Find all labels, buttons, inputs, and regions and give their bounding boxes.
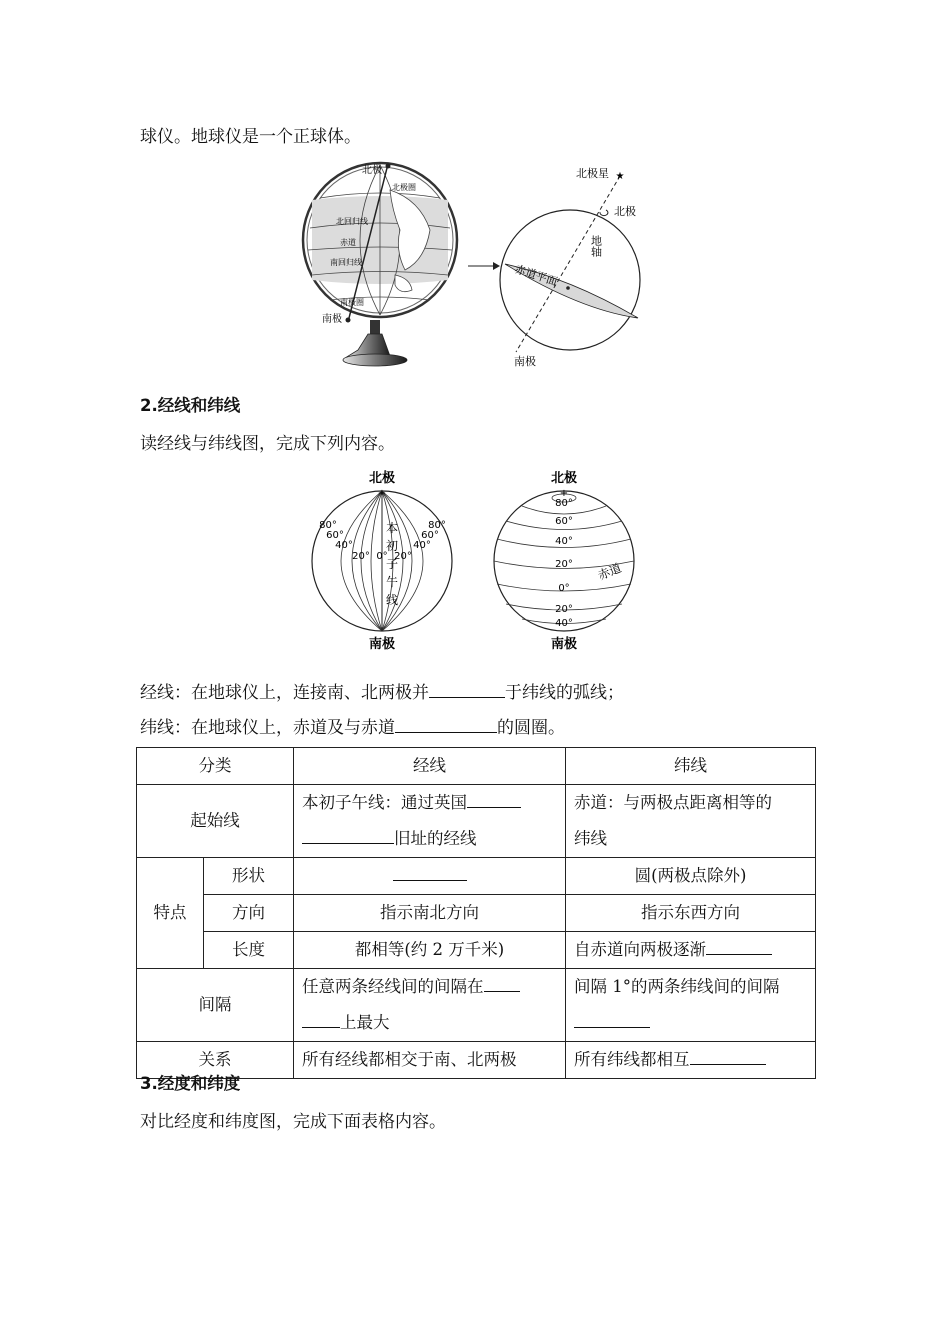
parallel-definition-text: 纬线：在地球仪上，赤道及与赤道 xyxy=(140,718,395,738)
sphere-label-south-pole: 南极 xyxy=(514,355,536,368)
meridian-north-label: 北极 xyxy=(368,471,396,486)
cell-meridian-start xyxy=(294,785,566,858)
globe-label-arctic-circle: 北极圈 xyxy=(392,183,416,192)
arrow-icon xyxy=(468,262,500,270)
meridian-degree-label: 40° xyxy=(413,540,431,551)
parallel-south-label: 南极 xyxy=(550,637,578,652)
section2-heading: 2.经线和纬线 xyxy=(140,396,241,415)
prime-meridian-char: 初 xyxy=(385,539,399,553)
answer-blank[interactable] xyxy=(302,1009,340,1028)
meridian-degree-label: 80° xyxy=(428,520,446,531)
meridian-degree-label: 60° xyxy=(326,530,344,541)
sphere-label-north-pole: 北极 xyxy=(614,205,636,218)
cell-text: 上最大 xyxy=(340,1013,390,1032)
pole-plus-icon: + xyxy=(559,488,569,499)
parallel-degree-label: 40° xyxy=(555,536,573,547)
globe-label-north-pole: 北极 xyxy=(362,165,382,176)
comparison-table xyxy=(136,747,816,1079)
meridian-degree-label: 20° xyxy=(394,551,412,562)
meridian-degree-label: 80° xyxy=(319,520,337,531)
cell-text: 任意两条经线间的间隔在 xyxy=(302,977,484,996)
meridian-parallel-figure xyxy=(300,466,650,656)
prime-meridian-char: 线 xyxy=(385,593,399,607)
parallel-definition xyxy=(140,714,565,739)
cell-parallel-interval xyxy=(566,969,816,1042)
cell-text: 旧址的经线 xyxy=(394,829,477,848)
table-row xyxy=(137,895,816,932)
meridian-definition xyxy=(140,679,624,704)
cell-text: 赤道：与两极点距离相等的 xyxy=(574,793,772,812)
meridian-degree-label: 60° xyxy=(421,530,439,541)
table-row xyxy=(137,785,816,858)
parallel-globe xyxy=(494,470,634,652)
sphere-label-equator-plane: 赤道平面 xyxy=(513,262,559,289)
cell-meridian-relation: 所有经线都相交于南、北两极 xyxy=(294,1042,566,1079)
section2-instruction: 读经线与纬线图，完成下列内容。 xyxy=(140,434,395,454)
globe-figure xyxy=(300,160,650,370)
header-cell-category: 分类 xyxy=(137,748,294,785)
meridian-definition-text: 经线：在地球仪上，连接南、北两极并 xyxy=(140,683,429,703)
meridian-degree-label: 0° xyxy=(376,551,388,562)
parallel-equator-label: 赤道 xyxy=(595,560,624,583)
meridian-degree-label: 40° xyxy=(335,540,353,551)
answer-blank[interactable] xyxy=(706,936,772,955)
answer-blank[interactable] xyxy=(429,679,505,698)
answer-blank[interactable] xyxy=(302,825,394,844)
parallel-degree-label: 20° xyxy=(555,559,573,570)
cell-text: 间隔 1°的两条纬线间的间隔 xyxy=(574,977,780,996)
header-cell-parallel: 纬线 xyxy=(566,748,816,785)
prime-meridian-char: 子 xyxy=(385,557,399,571)
sphere-diagram xyxy=(500,166,640,368)
table-row xyxy=(137,748,816,785)
intro-line: 球仪。地球仪是一个正球体。 xyxy=(140,127,361,147)
cell-parallel-length xyxy=(566,932,816,969)
row-label-relation: 关系 xyxy=(137,1042,294,1079)
sphere-label-axis: 地轴 xyxy=(589,235,603,257)
parallel-degree-label: 0° xyxy=(558,583,570,594)
parallel-degree-label: 80° xyxy=(555,498,573,509)
globe-label-tropic-capricorn: 南回归线 xyxy=(330,258,362,267)
row-sublabel-length: 长度 xyxy=(204,932,294,969)
cell-meridian-interval xyxy=(294,969,566,1042)
cell-parallel-relation xyxy=(566,1042,816,1079)
globe-label-antarctic-circle: 南极圈 xyxy=(340,298,364,307)
row-sublabel-shape: 形状 xyxy=(204,858,294,895)
cell-meridian-shape xyxy=(294,858,566,895)
table-row xyxy=(137,932,816,969)
globe-label-tropic-cancer: 北回归线 xyxy=(336,217,368,226)
cell-text: 自赤道向两极逐渐 xyxy=(574,940,706,959)
star-icon: ★ xyxy=(615,171,625,182)
globe-label-south-pole: 南极 xyxy=(322,314,342,325)
cell-parallel-shape: 圆(两极点除外) xyxy=(566,858,816,895)
table-row xyxy=(137,969,816,1042)
parallel-degree-label: 20° xyxy=(555,604,573,615)
section3-instruction: 对比经度和纬度图，完成下面表格内容。 xyxy=(140,1112,446,1132)
answer-blank[interactable] xyxy=(395,714,497,733)
row-label-interval: 间隔 xyxy=(137,969,294,1042)
cell-meridian-length: 都相等(约 2 万千米) xyxy=(294,932,566,969)
header-cell-meridian: 经线 xyxy=(294,748,566,785)
section3-heading: 3.经度和纬度 xyxy=(140,1074,241,1093)
answer-blank[interactable] xyxy=(467,789,521,808)
rotation-icon xyxy=(600,210,608,216)
parallel-north-label: 北极 xyxy=(550,471,578,486)
parallel-degree-label: 40° xyxy=(555,618,573,629)
pole-plus-icon: + xyxy=(377,488,387,499)
parallel-definition-end: 的圆圈。 xyxy=(497,718,565,738)
cell-text: 所有纬线都相互 xyxy=(574,1050,690,1069)
answer-blank[interactable] xyxy=(484,973,520,992)
globe-label-equator: 赤道 xyxy=(340,238,356,247)
meridian-degree-label: 20° xyxy=(352,551,370,562)
cell-text: 纬线 xyxy=(574,829,607,848)
answer-blank[interactable] xyxy=(690,1046,766,1065)
cell-meridian-direction: 指示南北方向 xyxy=(294,895,566,932)
meridian-globe xyxy=(312,470,452,652)
answer-blank[interactable] xyxy=(393,862,467,881)
row-label-start: 起始线 xyxy=(137,785,294,858)
desk-globe xyxy=(303,163,457,366)
cell-parallel-start xyxy=(566,785,816,858)
cell-text: 本初子午线：通过英国 xyxy=(302,793,467,812)
row-label-features: 特点 xyxy=(137,858,204,969)
prime-meridian-char: 本 xyxy=(385,521,399,535)
prime-meridian-char: 午 xyxy=(385,575,399,589)
parallel-degree-label: 60° xyxy=(555,516,573,527)
answer-blank[interactable] xyxy=(574,1009,650,1028)
sphere-label-polaris: 北极星 xyxy=(576,167,609,180)
meridian-definition-end: 于纬线的弧线； xyxy=(505,683,624,703)
cell-parallel-direction: 指示东西方向 xyxy=(566,895,816,932)
row-sublabel-direction: 方向 xyxy=(204,895,294,932)
table-row xyxy=(137,858,816,895)
meridian-south-label: 南极 xyxy=(368,637,396,652)
